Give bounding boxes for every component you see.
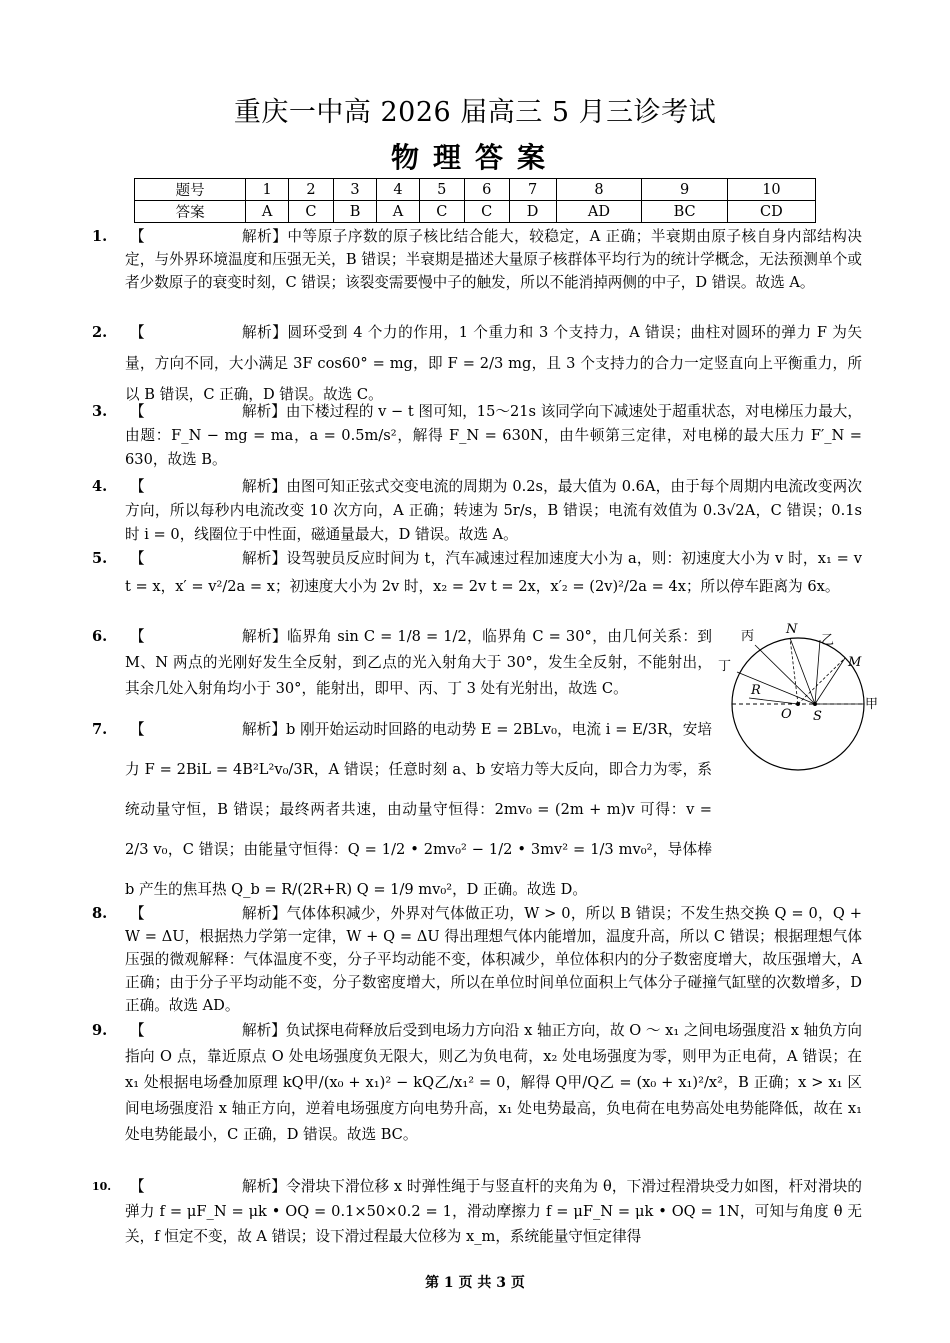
- table-cell: C: [419, 201, 464, 223]
- question-number: 3.: [92, 403, 108, 420]
- question-3: [92, 400, 862, 472]
- question-text: 解析】中等原子序数的原子核比结合能大，较稳定，A 正确；半衰期由原子核自身内部结构决定，与外界环境温度和压强无关，B 错误；半衰期是描述大量原子核群体平均行为的统计学概念，无法预测单个或者少数原子的衰变时刻，C 错误；该裂变需要慢中子的触发，所以不能消掉两侧的中子，D 错误。故选 A。: [125, 228, 862, 291]
- table-cell: 6: [464, 179, 509, 201]
- question-5: [92, 545, 862, 601]
- label-jia: 甲: [865, 697, 879, 712]
- table-cell: 5: [419, 179, 464, 201]
- table-cell: 8: [556, 179, 642, 201]
- question-bracket: 【: [130, 1178, 145, 1195]
- page-title: 重庆一中高 2026 届高三 5 月三诊考试: [233, 97, 717, 128]
- question-6: [92, 624, 712, 702]
- question-bracket: 【: [130, 228, 145, 245]
- table-cell: BC: [642, 201, 727, 223]
- ray-yi: [815, 640, 820, 704]
- question-number: 7.: [92, 721, 108, 738]
- question-number: 10.: [92, 1180, 112, 1193]
- question-bracket: 【: [130, 550, 145, 567]
- table-cell: A: [377, 201, 420, 223]
- question-1: [92, 225, 862, 294]
- question-bracket: 【: [130, 324, 145, 341]
- label-ding: 丁: [718, 659, 732, 674]
- table-cell: C: [288, 201, 333, 223]
- table-cell: D: [509, 201, 556, 223]
- table-row-label: 答案: [135, 201, 246, 223]
- center-point: [796, 702, 800, 706]
- table-cell: B: [333, 201, 376, 223]
- label-m: M: [848, 655, 862, 670]
- question-bracket: 【: [130, 905, 145, 922]
- ray-ding: [737, 672, 815, 704]
- question-text: 解析】圆环受到 4 个力的作用，1 个重力和 3 个支持力，A 错误；曲柱对圆环的弹力 F 为矢量，方向不同，大小满足 3F cos60° = mg，即 F = 2/3 mg，且 3 个支持力的合力一定竖直向上平衡重力，所以 B 错误，C 正确，D 错误。故选 C。: [125, 324, 862, 403]
- question-number: 2.: [92, 324, 108, 341]
- question-text: 解析】b 刚开始运动时回路的电动势 E = 2BLv₀，电流 i = E/3R，安培力 F = 2BiL = 4B²L²v₀/3R，A 错误；任意时刻 a、b 安培力等大反向，即合力为零，系统动量守恒，B 错误；最终两者共速，由动量守恒得：2mv₀ = (2m + m)v 可得：v = 2/3 v₀，C 错误；由能量守恒得：Q = 1/2 • 2mv₀² − 1/2 • 3mv² = 1/3 mv₀²，导体棒 b 产生的焦耳热 Q_b = R/(2R+R) Q = 1/9 mv₀²，D 正确。故选 D。: [125, 721, 712, 898]
- label-r: R: [751, 683, 761, 698]
- table-cell: 4: [377, 179, 420, 201]
- table-row: [135, 201, 816, 223]
- table-cell: A: [246, 201, 289, 223]
- table-cell: C: [464, 201, 509, 223]
- radius-line-m: [798, 658, 845, 704]
- table-row-label: 题号: [135, 179, 246, 201]
- page-footer: 第 1 页 共 3 页: [425, 1275, 525, 1291]
- table-cell: 7: [509, 179, 556, 201]
- question-bracket: 【: [130, 721, 145, 738]
- table-row: [135, 179, 816, 201]
- label-s: S: [813, 709, 822, 724]
- answer-table: [134, 178, 816, 223]
- ray-n: [790, 638, 815, 704]
- table-cell: 1: [246, 179, 289, 201]
- question-text: 解析】设驾驶员反应时间为 t，汽车减速过程加速度大小为 a，则：初速度大小为 v 时，x₁ = v t = x，x′ = v²/2a = x；初速度大小为 2v 时，x₂ = 2v t = 2x，x′₂ = (2v)²/2a = 4x；所以停车距离为 6x。: [125, 550, 862, 595]
- question-bracket: 【: [130, 403, 145, 420]
- table-cell: 2: [288, 179, 333, 201]
- radius-r: [749, 698, 798, 704]
- label-n: N: [786, 622, 798, 637]
- question-bracket: 【: [130, 478, 145, 495]
- question-number: 8.: [92, 905, 108, 922]
- question-4: [92, 475, 862, 547]
- table-cell: 3: [333, 179, 376, 201]
- question-text: 解析】临界角 sin C = 1/8 = 1/2，临界角 C = 30°，由几何关系：到 M、N 两点的光刚好发生全反射，到乙点的光入射角大于 30°，发生全反射，不能射出，其余几处入射角均小于 30°，能射出，即甲、丙、丁 3 处有光射出，故选 C。: [125, 628, 712, 697]
- question-9: [92, 1018, 862, 1148]
- question-number: 9.: [92, 1022, 108, 1039]
- question-text: 解析】由图可知正弦式交变电流的周期为 0.2s，最大值为 0.6A，由于每个周期内电流改变两次方向，所以每秒内电流改变 10 次方向，A 正确；转速为 5r/s，B 错误；电流有效值为 0.3√2A，C 错误；0.1s 时 i = 0，线圈位于中性面，磁通量最大，D 错误。故选 A。: [125, 478, 862, 543]
- table-cell: 10: [727, 179, 815, 201]
- source-point: [813, 702, 817, 706]
- label-bing: 丙: [741, 629, 755, 644]
- table-cell: 9: [642, 179, 727, 201]
- question-7: [92, 710, 712, 910]
- optics-circle-diagram: [715, 620, 879, 790]
- question-10: [92, 1174, 862, 1249]
- question-text: 解析】令滑块下滑位移 x 时弹性绳于与竖直杆的夹角为 θ，下滑过程滑块受力如图，杆对滑块的弹力 f = μF_N = μk • OQ = 0.1×50×0.2 = 1，滑动摩擦力 f = μF_N = μk • OQ = 1N，可知与角度 θ 无关，f 恒定不变，故 A 错误；设下滑过程最大位移为 x_m，系统能量守恒定律得: [125, 1178, 862, 1245]
- ray-bing: [755, 645, 815, 704]
- question-number: 5.: [92, 550, 108, 567]
- question-8: [92, 902, 862, 1017]
- label-yi: 乙: [821, 633, 835, 648]
- label-o: O: [781, 707, 792, 722]
- question-number: 6.: [92, 628, 108, 645]
- question-text: 解析】由下楼过程的 v − t 图可知，15～21s 该同学向下减速处于超重状态，对电梯压力最大，由题：F_N − mg = ma，a = 0.5m/s²，解得 F_N = 630N，由牛顿第三定律，对电梯的最大压力 F′_N = 630，故选 B。: [125, 403, 862, 468]
- question-text: 解析】气体体积减少，外界对气体做正功，W > 0，所以 B 错误；不发生热交换 Q = 0，Q + W = ΔU，根据热力学第一定律，W + Q = ΔU 得出理想气体内能增加，温度升高，所以 C 错误；根据理想气体压强的微观解释：气体温度不变，分子平均动能不变，体积减少，单位体积内的分子数密度增大，故压强增大，A 正确；由于分子平均动能不变，分子数密度增大，所以在单位时间单位面积上气体分子碰撞气缸壁的次数增多，D 正确。故选 AD。: [125, 905, 862, 1014]
- question-2: [92, 317, 862, 410]
- question-bracket: 【: [130, 1022, 145, 1039]
- ray-m: [815, 658, 845, 704]
- question-text: 解析】负试探电荷释放后受到电场力方向沿 x 轴正方向，故 O ～ x₁ 之间电场强度沿 x 轴负方向指向 O 点，靠近原点 O 处电场强度负无限大，则乙为负电荷，x₂ 处电场强度为零，则甲为正电荷，A 错误；在 x₁ 处根据电场叠加原理 kQ甲/(x₀ + x₁)² − kQ乙/x₁² = 0，解得 Q甲/Q乙 = (x₀ + x₁)²/x²，B 正确；x > x₁ 区间电场强度沿 x 轴正方向，逆着电场强度方向电势升高，x₁ 处电势最高，负电荷在电势高处电势能降低，故在 x₁ 处电势能最小，C 正确，D 错误。故选 BC。: [125, 1022, 862, 1143]
- question-number: 1.: [92, 228, 108, 245]
- page-subtitle: 物理答案: [390, 141, 559, 174]
- table-cell: CD: [727, 201, 815, 223]
- question-bracket: 【: [130, 628, 145, 645]
- table-cell: AD: [556, 201, 642, 223]
- question-number: 4.: [92, 478, 108, 495]
